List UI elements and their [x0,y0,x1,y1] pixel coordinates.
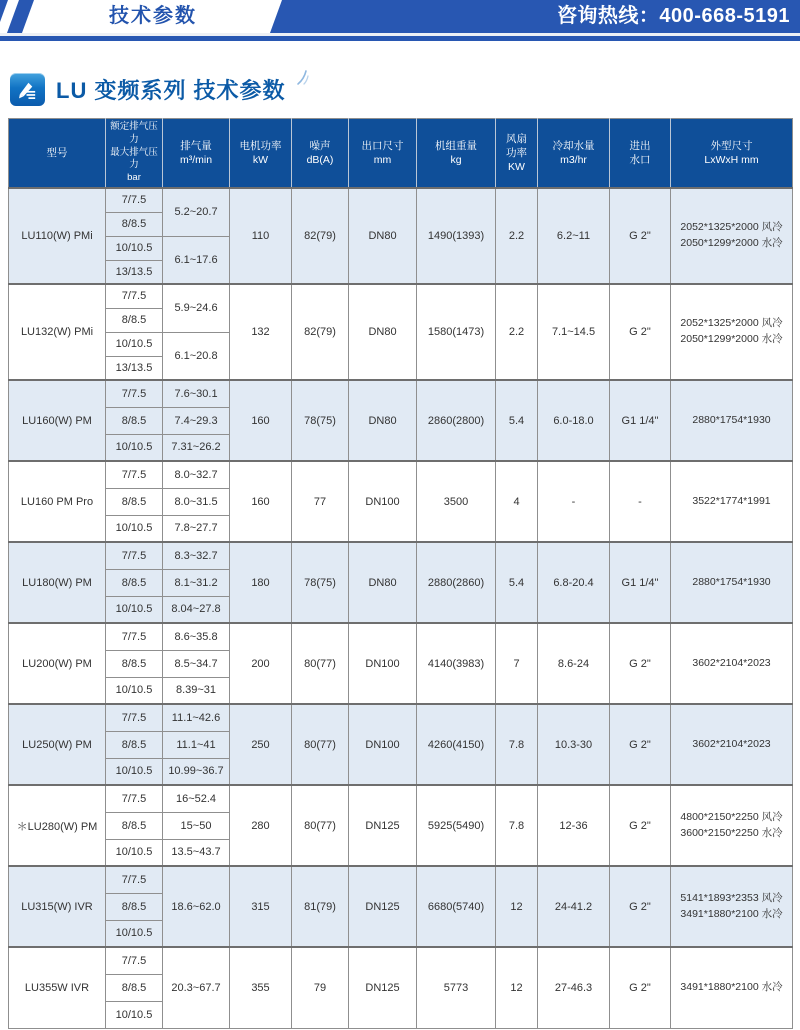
cell-dimensions: 3602*2104*2023 [671,704,793,785]
cell-noise: 79 [292,947,349,1028]
table-row [9,188,793,212]
cell-pressure: 10/10.5 [106,596,163,623]
header-cell-fan-power: 风扇 功率 KW [496,119,538,189]
cell-dimensions: 4800*2150*2250 风冷 3600*2150*2250 水冷 [671,785,793,866]
cell-capacity: 6.1~17.6 [163,236,230,284]
cell-cooling-water: 8.6-24 [538,623,610,704]
cell-pressure: 10/10.5 [106,1001,163,1028]
cell-unit-weight: 2860(2800) [417,380,496,461]
cell-model: LU315(W) IVR [9,866,106,947]
cell-dimensions: 2052*1325*2000 风冷 2050*1299*2000 水冷 [671,188,793,284]
cell-pressure: 10/10.5 [106,515,163,542]
cell-capacity: 13.5~43.7 [163,839,230,866]
table-row [9,704,793,731]
cell-pressure: 10/10.5 [106,236,163,260]
cell-cooling-water: 7.1~14.5 [538,284,610,380]
cell-fan-power: 12 [496,866,538,947]
cell-motor-power: 315 [230,866,292,947]
cell-model: LU250(W) PM [9,704,106,785]
cell-motor-power: 250 [230,704,292,785]
cell-water-port: G 2" [610,785,671,866]
cell-model: LU160(W) PM [9,380,106,461]
cell-pressure: 8/8.5 [106,812,163,839]
cell-motor-power: 132 [230,284,292,380]
edit-document-icon [10,73,45,106]
spec-table [8,118,793,1029]
cell-noise: 78(75) [292,380,349,461]
table-row [9,380,793,407]
cell-outlet-size: DN125 [349,866,417,947]
cell-outlet-size: DN100 [349,704,417,785]
cell-fan-power: 7.8 [496,704,538,785]
cell-capacity: 8.5~34.7 [163,650,230,677]
cell-outlet-size: DN100 [349,461,417,542]
cell-pressure: 7/7.5 [106,623,163,650]
header-cell-cooling-water: 冷却水量 m3/hr [538,119,610,189]
cell-capacity: 15~50 [163,812,230,839]
cell-capacity: 7.8~27.7 [163,515,230,542]
cell-unit-weight: 5773 [417,947,496,1028]
cell-dimensions: 2880*1754*1930 [671,380,793,461]
cell-pressure: 8/8.5 [106,731,163,758]
cell-unit-weight: 6680(5740) [417,866,496,947]
cell-capacity: 8.04~27.8 [163,596,230,623]
cell-fan-power: 2.2 [496,284,538,380]
cell-noise: 77 [292,461,349,542]
cell-motor-power: 160 [230,461,292,542]
cell-pressure: 8/8.5 [106,488,163,515]
cell-fan-power: 12 [496,947,538,1028]
cell-pressure: 10/10.5 [106,332,163,356]
cell-motor-power: 180 [230,542,292,623]
table-row [9,623,793,650]
cell-capacity: 7.31~26.2 [163,434,230,461]
cell-pressure: 7/7.5 [106,542,163,569]
cell-fan-power: 2.2 [496,188,538,284]
cell-motor-power: 355 [230,947,292,1028]
separator-blue [0,36,800,41]
cell-outlet-size: DN100 [349,623,417,704]
cell-cooling-water: 27-46.3 [538,947,610,1028]
table-row [9,866,793,893]
cell-capacity: 8.0~32.7 [163,461,230,488]
cell-capacity: 10.99~36.7 [163,758,230,785]
cell-model: ＊LU280(W) PM [9,785,106,866]
cell-capacity: 16~52.4 [163,785,230,812]
cell-pressure: 7/7.5 [106,188,163,212]
cell-water-port: G 2" [610,188,671,284]
cell-capacity: 6.1~20.8 [163,332,230,380]
cell-capacity: 8.6~35.8 [163,623,230,650]
cell-motor-power: 160 [230,380,292,461]
cell-noise: 80(77) [292,623,349,704]
cell-pressure: 7/7.5 [106,284,163,308]
cell-outlet-size: DN80 [349,284,417,380]
cell-water-port: G 2" [610,704,671,785]
cell-unit-weight: 1580(1473) [417,284,496,380]
cell-pressure: 8/8.5 [106,569,163,596]
table-row [9,785,793,812]
cell-model: LU200(W) PM [9,623,106,704]
cell-capacity: 18.6~62.0 [163,866,230,947]
header-cell-unit-weight: 机组重量 kg [417,119,496,189]
header-cell-capacity: 排气量 m³/min [163,119,230,189]
cell-pressure: 7/7.5 [106,785,163,812]
cell-pressure: 8/8.5 [106,407,163,434]
cell-model: LU160 PM Pro [9,461,106,542]
cell-pressure: 7/7.5 [106,947,163,974]
header-cell-pressure: 额定排气压力 最大排气压力 bar [106,119,163,189]
cell-capacity: 5.2~20.7 [163,188,230,236]
cell-dimensions: 3602*2104*2023 [671,623,793,704]
cell-dimensions: 2880*1754*1930 [671,542,793,623]
cell-motor-power: 280 [230,785,292,866]
cell-water-port: G 2" [610,623,671,704]
header-row [9,119,793,189]
cell-capacity: 11.1~42.6 [163,704,230,731]
cell-noise: 82(79) [292,188,349,284]
decorative-stripe [0,0,20,33]
cell-pressure: 8/8.5 [106,212,163,236]
cell-outlet-size: DN80 [349,188,417,284]
header-cell-outlet-size: 出口尺寸 mm [349,119,417,189]
cell-cooling-water: 6.0-18.0 [538,380,610,461]
cell-capacity: 8.3~32.7 [163,542,230,569]
cell-outlet-size: DN125 [349,785,417,866]
cell-unit-weight: 5925(5490) [417,785,496,866]
section-label: 技术参数 [109,5,197,27]
header-cell-noise: 噪声 dB(A) [292,119,349,189]
cell-pressure: 7/7.5 [106,461,163,488]
table-row [9,461,793,488]
cell-pressure: 10/10.5 [106,839,163,866]
cell-water-port: G 2" [610,866,671,947]
cell-water-port: G 2" [610,947,671,1028]
cell-cooling-water: - [538,461,610,542]
cell-unit-weight: 2880(2860) [417,542,496,623]
cell-water-port: - [610,461,671,542]
page-title: LU 变频系列 技术参数 [56,77,286,103]
cell-outlet-size: DN80 [349,542,417,623]
cell-unit-weight: 4260(4150) [417,704,496,785]
cell-pressure: 10/10.5 [106,758,163,785]
cell-dimensions: 5141*1893*2353 风冷 3491*1880*2100 水冷 [671,866,793,947]
cell-capacity: 8.0~31.5 [163,488,230,515]
cell-capacity: 8.1~31.2 [163,569,230,596]
cell-pressure: 8/8.5 [106,893,163,920]
cell-motor-power: 110 [230,188,292,284]
cell-capacity: 7.6~30.1 [163,380,230,407]
cell-fan-power: 5.4 [496,542,538,623]
cell-dimensions: 3491*1880*2100 水冷 [671,947,793,1028]
cell-unit-weight: 1490(1393) [417,188,496,284]
cell-pressure: 7/7.5 [106,866,163,893]
cell-pressure: 10/10.5 [106,434,163,461]
cell-pressure: 13/13.5 [106,260,163,284]
cell-motor-power: 200 [230,623,292,704]
cell-capacity: 20.3~67.7 [163,947,230,1028]
cell-unit-weight: 3500 [417,461,496,542]
cell-capacity: 11.1~41 [163,731,230,758]
table-row [9,542,793,569]
table-row [9,284,793,308]
cell-cooling-water: 12-36 [538,785,610,866]
cell-outlet-size: DN125 [349,947,417,1028]
cell-noise: 80(77) [292,704,349,785]
cell-noise: 81(79) [292,866,349,947]
cell-capacity: 5.9~24.6 [163,284,230,332]
cell-water-port: G 2" [610,284,671,380]
cell-pressure: 8/8.5 [106,308,163,332]
cell-cooling-water: 6.2~11 [538,188,610,284]
cell-pressure: 8/8.5 [106,974,163,1001]
cell-noise: 80(77) [292,785,349,866]
cell-water-port: G1 1/4" [610,380,671,461]
cell-model: LU132(W) PMi [9,284,106,380]
title-accent-icon [295,68,311,86]
cell-pressure: 7/7.5 [106,704,163,731]
cell-cooling-water: 24-41.2 [538,866,610,947]
cell-pressure: 10/10.5 [106,920,163,947]
cell-capacity: 8.39~31 [163,677,230,704]
header-cell-water-port: 进出 水口 [610,119,671,189]
cell-cooling-water: 10.3-30 [538,704,610,785]
cell-fan-power: 7 [496,623,538,704]
cell-dimensions: 2052*1325*2000 风冷 2050*1299*2000 水冷 [671,284,793,380]
cell-capacity: 7.4~29.3 [163,407,230,434]
cell-cooling-water: 6.8-20.4 [538,542,610,623]
cell-pressure: 8/8.5 [106,650,163,677]
cell-noise: 78(75) [292,542,349,623]
cell-water-port: G1 1/4" [610,542,671,623]
cell-fan-power: 5.4 [496,380,538,461]
cell-model: LU355W IVR [9,947,106,1028]
header-cell-model: 型号 [9,119,106,189]
cell-pressure: 13/13.5 [106,356,163,380]
cell-model: LU110(W) PMi [9,188,106,284]
header-cell-dimensions: 外型尺寸 LxWxH mm [671,119,793,189]
cell-pressure: 10/10.5 [106,677,163,704]
cell-unit-weight: 4140(3983) [417,623,496,704]
header-cell-motor-power: 电机功率 kW [230,119,292,189]
cell-fan-power: 7.8 [496,785,538,866]
cell-noise: 82(79) [292,284,349,380]
cell-dimensions: 3522*1774*1991 [671,461,793,542]
table-row [9,947,793,974]
top-bar [0,0,800,33]
cell-fan-power: 4 [496,461,538,542]
hotline-text: 咨询热线：400-668-5191 [556,5,790,27]
cell-pressure: 7/7.5 [106,380,163,407]
cell-model: LU180(W) PM [9,542,106,623]
cell-outlet-size: DN80 [349,380,417,461]
title-row [10,72,800,106]
